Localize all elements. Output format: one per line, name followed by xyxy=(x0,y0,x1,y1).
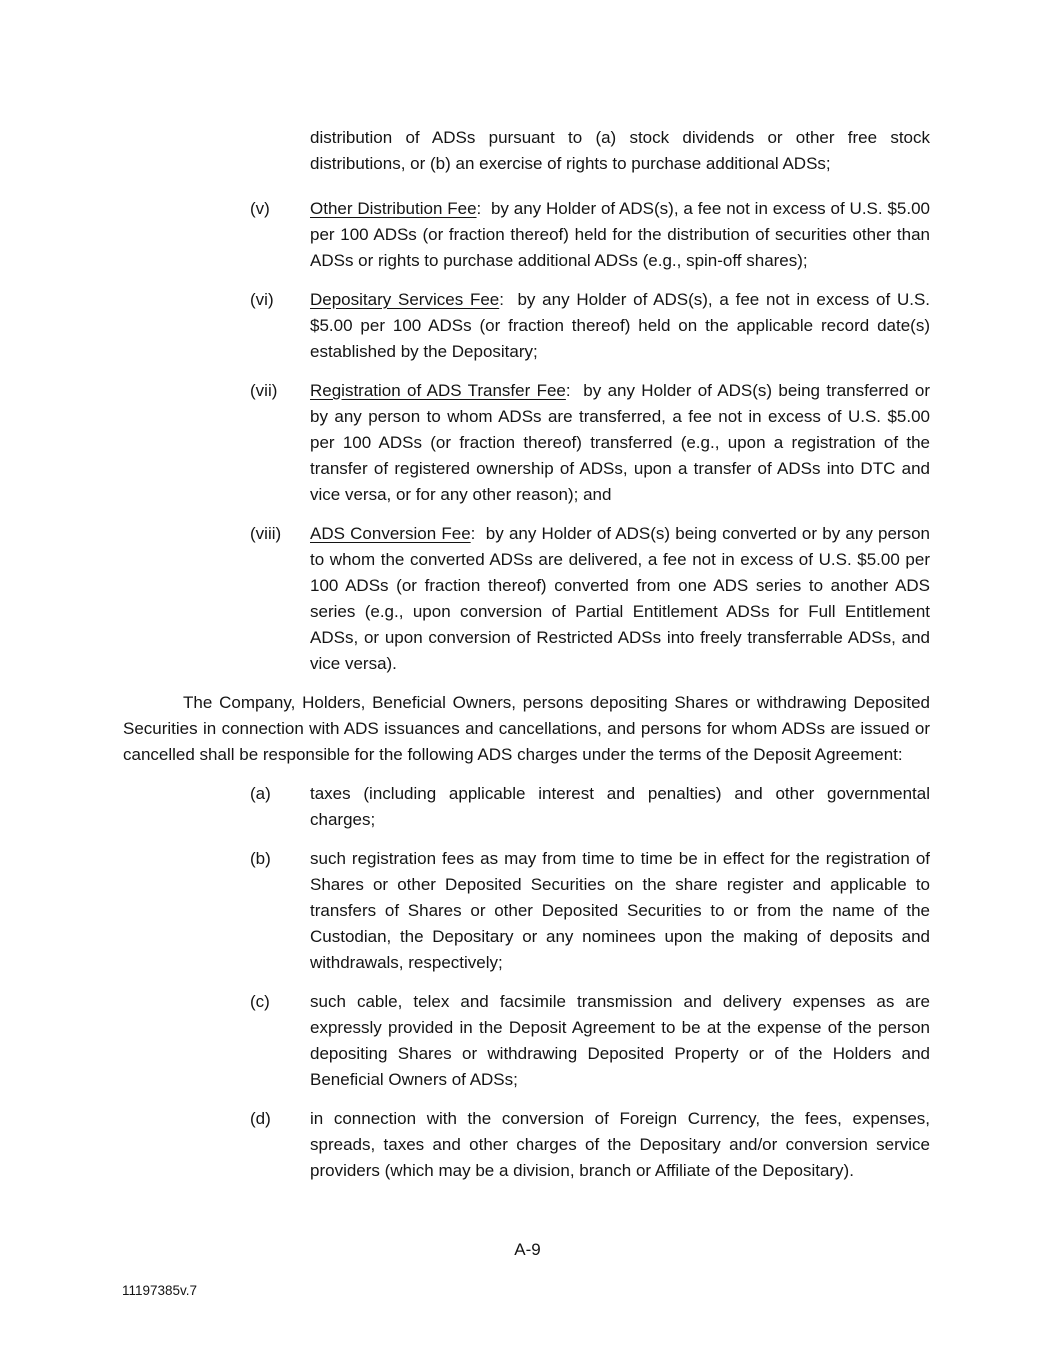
charge-list xyxy=(123,781,930,1184)
item-label: (vi) xyxy=(250,290,274,309)
item-label: (viii) xyxy=(250,524,282,543)
charge-item-c xyxy=(123,989,930,1093)
item-text: ADS Conversion Fee: by any Holder of ADS(s) being converted or by any person to whom the converted ADSs are delivered, a fee not in excess of U.S. $5.00 per 100 ADSs (or fraction thereof) converted from one ADS series to another ADS series (e.g., upon conversion of Partial Entitlement ADSs for Full Entitlement ADSs, or upon conversion of Restricted ADSs into freely transferrable ADSs, and vice versa). xyxy=(310,524,930,673)
item-text: Registration of ADS Transfer Fee: by any Holder of ADS(s) being transferred or by any person to whom ADSs are transferred, a fee not in excess of U.S. $5.00 per 100 ADSs (or fraction thereof) transferred (e.g., upon a registration of the transfer of registered ownership of ADSs, upon a transfer of ADSs into DTC and vice versa, or for any other reason); and xyxy=(310,381,930,504)
fee-list xyxy=(123,196,930,677)
page-content xyxy=(123,125,930,1197)
continued-paragraph: distribution of ADSs pursuant to (a) stock dividends or other free stock distributions, or (b) an exercise of rights to purchase additional ADSs; xyxy=(310,128,930,173)
item-text: taxes (including applicable interest and penalties) and other governmental charges; xyxy=(310,784,930,829)
item-label: (v) xyxy=(250,199,270,218)
item-text: in connection with the conversion of Foreign Currency, the fees, expenses, spreads, taxes and other charges of the Depositary and/or conversion service providers (which may be a division, branch or Affiliate of the Depositary). xyxy=(310,1109,930,1180)
item-label: (d) xyxy=(250,1109,271,1128)
fee-heading: Depositary Services Fee xyxy=(310,290,500,309)
fee-item-vi xyxy=(123,287,930,365)
item-label: (b) xyxy=(250,849,271,868)
item-text: Depositary Services Fee: by any Holder of ADS(s), a fee not in excess of U.S. $5.00 per 100 ADSs (or fraction thereof) held on the applicable record date(s) established by the Depositary; xyxy=(310,290,931,361)
charge-item-d xyxy=(123,1106,930,1184)
charge-item-b xyxy=(123,846,930,976)
item-label: (a) xyxy=(250,784,271,803)
item-label: (c) xyxy=(250,992,270,1011)
fee-item-v xyxy=(123,196,930,274)
document-id: 11197385v.7 xyxy=(122,1283,198,1298)
page-number: A-9 xyxy=(514,1240,541,1259)
item-text: such registration fees as may from time to time be in effect for the registration of Shares or other Deposited Securities on the share register and applicable to transfers of Shares or other Deposited Securities to or from the name of the Custodian, the Depositary or any nominees upon the making of deposits and withdrawals, respectively; xyxy=(310,849,930,972)
fee-heading: Registration of ADS Transfer Fee xyxy=(310,381,566,400)
fee-heading: ADS Conversion Fee xyxy=(310,524,471,543)
fee-item-viii xyxy=(123,521,930,677)
fee-heading: Other Distribution Fee xyxy=(310,199,477,218)
item-label: (vii) xyxy=(250,381,278,400)
item-text: such cable, telex and facsimile transmission and delivery expenses as are expressly provided in the Deposit Agreement to be at the expense of the person depositing Shares or withdrawing Deposited Property or of the Holders and Beneficial Owners of ADSs; xyxy=(310,992,930,1089)
item-text: Other Distribution Fee: by any Holder of ADS(s), a fee not in excess of U.S. $5.00 per 100 ADSs (or fraction thereof) held for the distribution of securities other than ADSs or rights to purchase additional ADSs (e.g., spin-off shares); xyxy=(310,199,930,270)
body-paragraph: The Company, Holders, Beneficial Owners, persons depositing Shares or withdrawing Deposited Securities in connection with ADS issuances and cancellations, and persons for whom ADSs are issued or cancelled shall be responsible for the following ADS charges under the terms of the Deposit Agreement: xyxy=(123,693,930,764)
fee-item-vii xyxy=(123,378,930,508)
charge-item-a xyxy=(123,781,930,833)
